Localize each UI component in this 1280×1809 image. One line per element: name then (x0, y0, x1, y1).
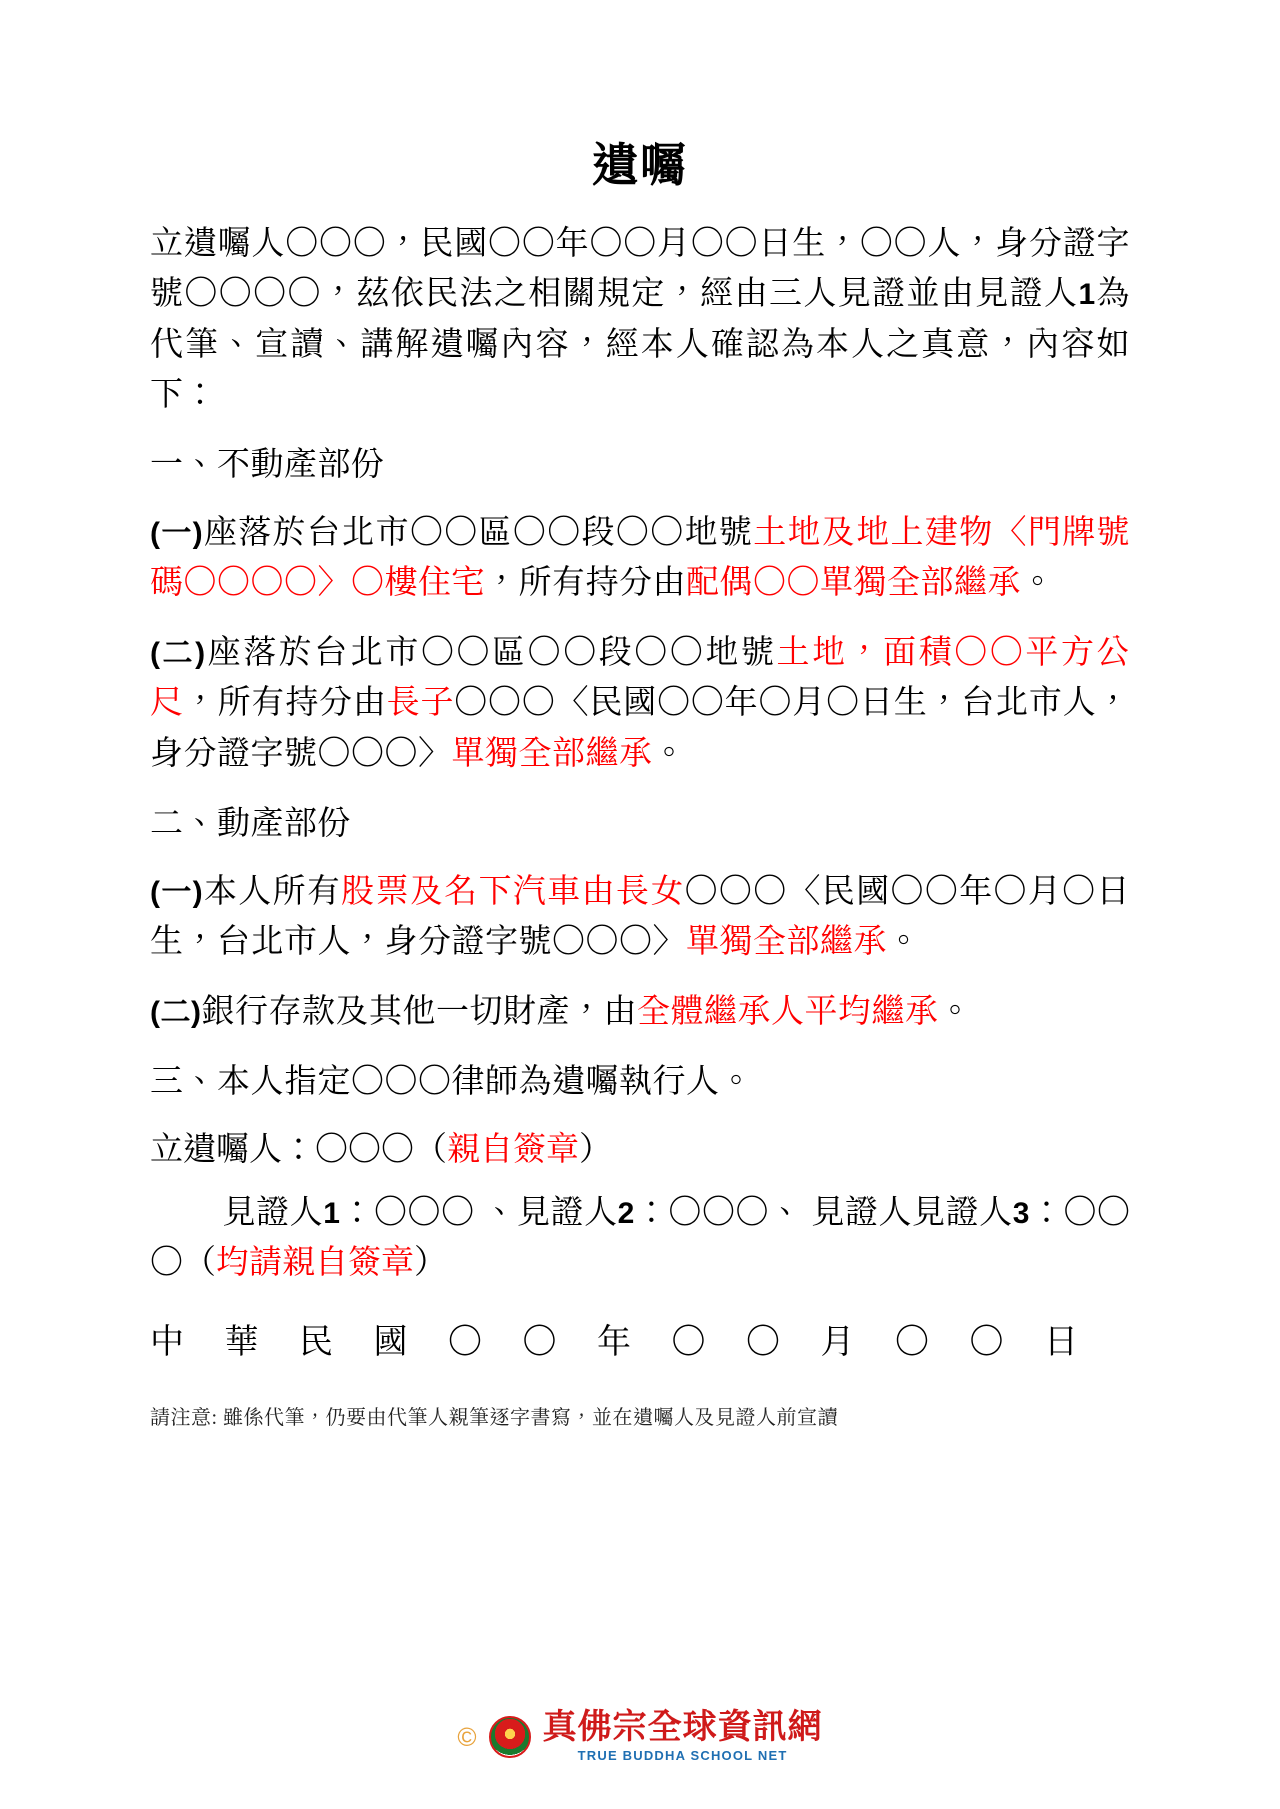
item-1-2-red-2: 長子 (386, 685, 455, 722)
brand-block (543, 1711, 823, 1763)
section-1-item-2 (150, 628, 1130, 778)
item-label-1-1: (一) (150, 516, 204, 550)
item-1-2-black-3: 〇〇〇〈民國〇〇年〇月〇日生，台北市人，身分證字號〇〇〇〉 (150, 685, 1131, 772)
item-1-2-black-2: ，所有持分由 (183, 685, 387, 722)
item-1-2-black-1: 座落於台北市〇〇區〇〇段〇〇地號 (205, 635, 777, 672)
witness-3-label: 見證人 (912, 1195, 1013, 1232)
item-2-1-black-3: 。 (887, 924, 921, 961)
testator-signature-line (150, 1126, 1130, 1176)
item-1-1-red-1: 土地及地上建物〈門牌號碼〇〇〇〇〉〇樓住宅 (150, 514, 1130, 602)
item-2-1-red-2: 單獨全部繼承 (686, 924, 887, 961)
item-1-2-red-3: 單獨全部繼承 (451, 735, 653, 772)
section-1-item-1 (150, 508, 1130, 608)
brand-name-english: TRUE BUDDHA SCHOOL NET (577, 1748, 788, 1763)
witness-signature-lines (150, 1189, 1130, 1288)
item-2-1-black-1: 本人所有 (203, 873, 342, 910)
date-line: 中 華 民 國 〇 〇 年 〇 〇 月 〇 〇 日 (150, 1324, 1094, 1362)
witness-2-number: 2 (617, 1197, 635, 1231)
witness-1-number: 1 (323, 1197, 340, 1231)
lotus-logo-icon (489, 1716, 531, 1758)
footer-branding (0, 1711, 1280, 1763)
witness-1-label: 見證人 (222, 1195, 324, 1232)
item-1-2-red-1: 土地，面積〇〇平方公尺 (150, 635, 1131, 722)
item-2-2-black-1: 銀行存款及其他一切財產，由 (201, 994, 637, 1031)
intro-witness-number: 1 (1078, 278, 1096, 312)
witness-3-number: 3 (1012, 1197, 1030, 1231)
section-3-heading: 三、本人指定〇〇〇律師為遺囑執行人。 (150, 1064, 753, 1101)
item-label-2-2: (二) (150, 996, 202, 1030)
testator-sign-note: 親自簽章 (447, 1131, 579, 1168)
section-2-item-1 (150, 867, 1130, 967)
item-1-1-black-1: 座落於台北市〇〇區〇〇段〇〇地號 (203, 514, 754, 551)
intro-paragraph (150, 219, 1130, 420)
item-2-1-red-1: 股票及名下汽車由長女 (341, 873, 685, 910)
intro-text-part1: 立遺囑人〇〇〇，民國〇〇年〇〇月〇〇日生，〇〇人，身分證字號〇〇〇〇，茲依民法之相關規定，經由三人見證並由見證人 (150, 226, 1130, 313)
witness-sign-note: 均請親自簽章 (216, 1244, 414, 1281)
copyright-icon: © (457, 1721, 477, 1752)
footnote-text: 請注意: 雖係代筆，仍要由代筆人親筆逐字書寫，並在遺囑人及見證人前宣讀 (150, 1407, 839, 1430)
witness-2-value: ：〇〇〇、 見證人 (634, 1195, 913, 1232)
item-1-2-black-4: 。 (652, 735, 686, 772)
testator-label: 立遺囑人：〇〇〇（ (150, 1131, 447, 1168)
testator-close-paren: ） (579, 1131, 612, 1168)
witness-close-paren: ） (414, 1244, 447, 1281)
item-1-1-red-2: 配偶〇〇單獨全部繼承 (686, 565, 1021, 602)
section-2-heading: 二、動產部份 (150, 805, 351, 842)
item-1-1-black-3: 。 (1021, 565, 1055, 602)
witness-1-value: ：〇〇〇 、見證人 (339, 1195, 618, 1232)
intro-text-part2: 為代筆、宣讀、講解遺囑內容，經本人確認為本人之真意，內容如下： (150, 276, 1131, 413)
item-1-1-black-2: ，所有持分由 (485, 565, 686, 602)
section-2-item-2 (150, 987, 1130, 1037)
item-label-1-2: (二) (150, 637, 206, 671)
item-2-1-black-2: 〇〇〇〈民國〇〇年〇月〇日生，台北市人，身分證字號〇〇〇〉 (150, 873, 1130, 961)
item-label-2-1: (一) (150, 875, 204, 909)
section-1-heading: 一、不動產部份 (150, 446, 385, 483)
page-title: 遺囑 (592, 140, 688, 191)
item-2-2-black-2: 。 (938, 994, 972, 1031)
witness-3-value: ：〇〇〇（ (150, 1195, 1131, 1281)
brand-name-chinese: 真佛宗全球資訊網 (542, 1709, 823, 1746)
item-2-2-red-1: 全體繼承人平均繼承 (636, 994, 939, 1031)
